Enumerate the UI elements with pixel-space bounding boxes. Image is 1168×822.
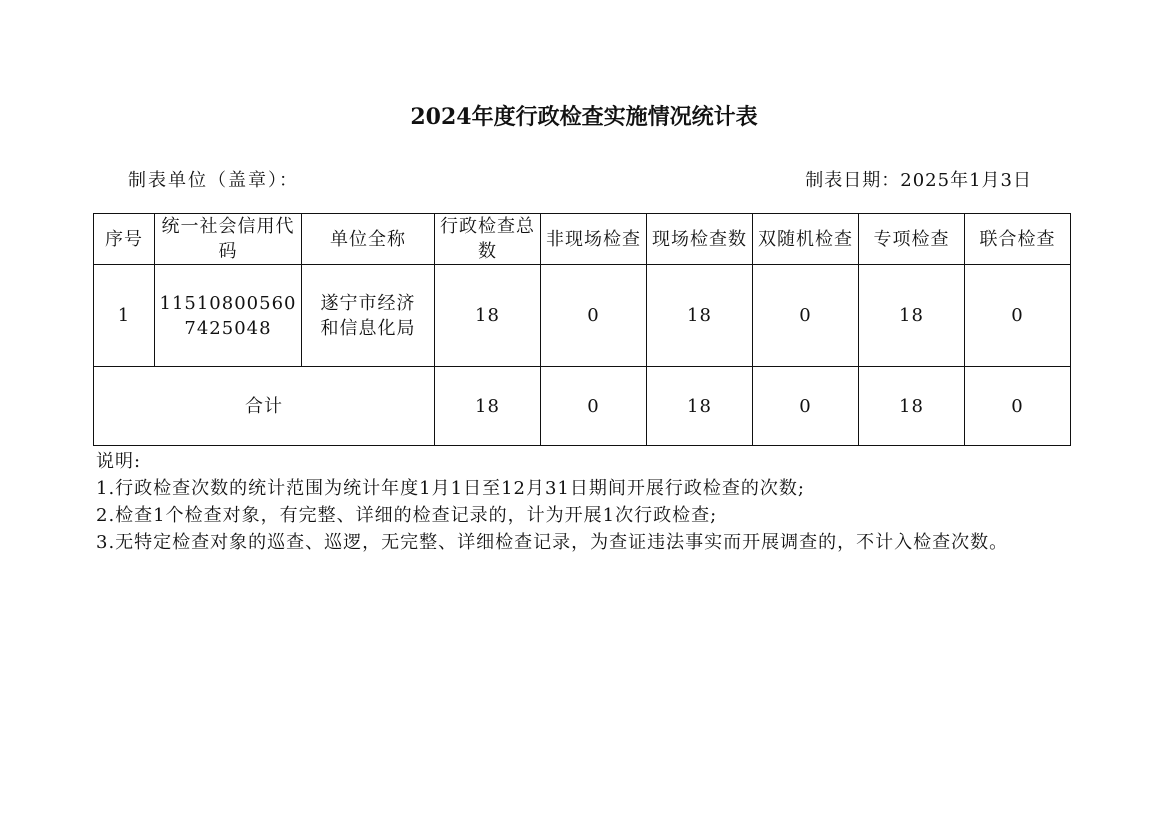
- header-offsite: 非现场检查: [541, 214, 647, 265]
- note-item-2: 2.检查1个检查对象，有完整、详细的检查记录的，计为开展1次行政检查;: [96, 505, 718, 526]
- header-random: 双随机检查: [753, 214, 859, 265]
- cell-credit-code: 115108005607425048: [155, 265, 302, 367]
- header-credit-code: 统一社会信用代码: [155, 214, 302, 265]
- note-item-3: 3.无特定检查对象的巡查、巡逻，无完整、详细检查记录，为查证违法事实而开展调查的，不计入检查次数。: [96, 532, 1009, 553]
- summary-special: 18: [859, 367, 965, 446]
- document-title: 2024年度行政检查实施情况统计表: [410, 104, 758, 130]
- header-unit-name: 单位全称: [302, 214, 435, 265]
- header-index: 序号: [94, 214, 155, 265]
- header-onsite: 现场检查数: [647, 214, 753, 265]
- table-row: [94, 265, 1071, 367]
- date-line: [805, 166, 1032, 192]
- date-label: 制表日期：: [805, 170, 901, 191]
- cell-index: 1: [94, 265, 155, 367]
- header-joint: 联合检查: [965, 214, 1071, 265]
- summary-joint: 0: [965, 367, 1071, 446]
- table-header-row: [94, 214, 1071, 265]
- cell-special: 18: [859, 265, 965, 367]
- header-special: 专项检查: [859, 214, 965, 265]
- cell-random: 0: [753, 265, 859, 367]
- cell-total: 18: [435, 265, 541, 367]
- cell-offsite: 0: [541, 265, 647, 367]
- summary-offsite: 0: [541, 367, 647, 446]
- statistics-table: [93, 213, 1071, 446]
- cell-onsite: 18: [647, 265, 753, 367]
- notes-section: [96, 448, 1064, 556]
- header-total: 行政检查总数: [435, 214, 541, 265]
- table-summary-row: [94, 367, 1071, 446]
- unit-label: 制表单位（盖章）：: [128, 170, 299, 191]
- cell-joint: 0: [965, 265, 1071, 367]
- note-item-1: 1.行政检查次数的统计范围为统计年度1月1日至12月31日期间开展行政检查的次数;: [96, 478, 805, 499]
- summary-total: 18: [435, 367, 541, 446]
- date-value: 2025年1月3日: [900, 170, 1032, 191]
- summary-random: 0: [753, 367, 859, 446]
- summary-onsite: 18: [647, 367, 753, 446]
- notes-heading: 说明:: [96, 451, 142, 472]
- summary-label: 合计: [94, 367, 435, 446]
- cell-unit-name: 遂宁市经济和信息化局: [302, 265, 435, 367]
